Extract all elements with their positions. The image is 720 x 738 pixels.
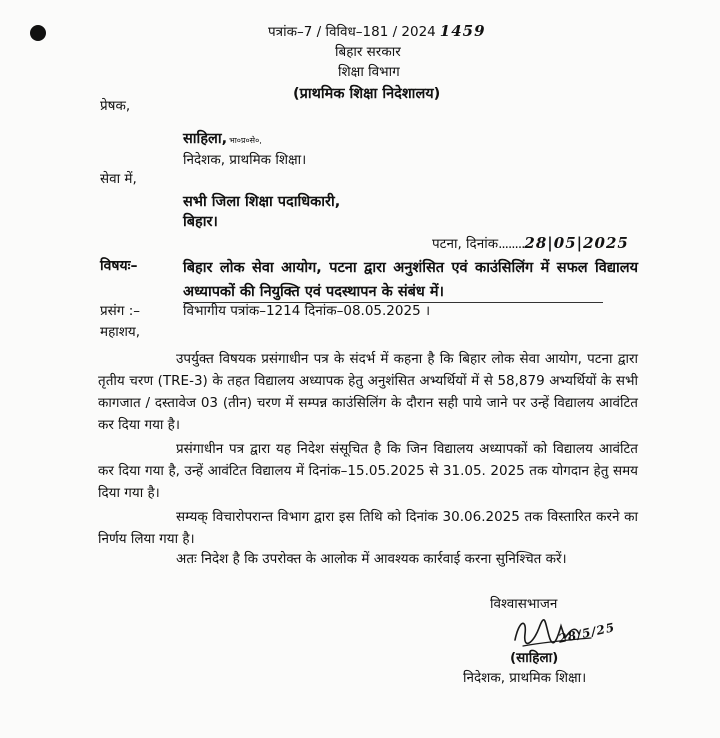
recipient-line-2: बिहार। [183, 214, 218, 230]
reference-text: विभागीय पत्रांक–1214 दिनांक–08.05.2025 । [183, 303, 431, 319]
place-date [432, 234, 629, 252]
place-date-handwritten: 28|05|2025 [524, 234, 629, 252]
recipient-line-1: सभी जिला शिक्षा पदाधिकारी, [183, 194, 341, 210]
reference-label: प्रसंग :– [100, 303, 140, 319]
sender-label: प्रेषक, [100, 98, 131, 114]
directorate-name: (प्राथमिक शिक्षा निदेशालय) [293, 86, 441, 102]
body-paragraph-3 [98, 506, 638, 550]
body-paragraph-1 [98, 348, 638, 436]
sender-designation: निदेशक, प्राथमिक शिक्षा। [183, 152, 307, 168]
signatory-designation: निदेशक, प्राथमिक शिक्षा। [463, 670, 587, 686]
sender-name-suffix: भा०प्र०से०, [229, 136, 262, 145]
body-paragraph-3-text: सम्यक् विचारोपरान्त विभाग द्वारा इस तिथि को दिनांक 30.06.2025 तक विस्तारित करने का निर्णय लिया गया है। [98, 509, 638, 547]
subject-text: बिहार लोक सेवा आयोग, पटना द्वारा अनुशंसित एवं काउंसिलिंग में सफल विद्यालय अध्यापकों की नियुक्ति एवं पदस्थापन के संबंध में। [183, 260, 638, 300]
sender-name-text: साहिला, [183, 131, 228, 147]
signature-handwritten-date: 28/5/25 [557, 620, 617, 646]
recipient-label: सेवा में, [100, 171, 137, 187]
signatory-name: (साहिला) [510, 650, 559, 666]
body-paragraph-4-text: अतः निदेश है कि उपरोक्त के आलोक में आवश्यक कार्रवाई करना सुनिश्चित करें। [176, 551, 567, 567]
body-paragraph-2-text: प्रसंगाधीन पत्र द्वारा यह निदेश संसूचित है कि जिन विद्यालय अध्यापकों को विद्यालय आवंटित कर दिया गया है, उन्हें आवंटित विद्यालय में दिनांक–15.05.2025 से 31.05. 2025 तक योगदान हेतु समय दिया गया है। [98, 441, 638, 501]
sender-name [183, 128, 262, 148]
letter-number-handwritten: 1459 [439, 22, 486, 40]
place-date-dots: ........ [498, 236, 525, 252]
punch-hole-mark [30, 25, 46, 41]
body-paragraph-2 [98, 438, 638, 504]
department-name: शिक्षा विभाग [338, 64, 400, 80]
letter-number [268, 22, 486, 40]
body-paragraph-4 [98, 548, 638, 570]
salutation: महाशय, [100, 324, 141, 340]
letter-number-prefix: पत्रांक–7 / विविध–181 / 2024 [268, 24, 436, 40]
government-name: बिहार सरकार [335, 44, 401, 60]
place-date-prefix: पटना, दिनांक [432, 236, 499, 252]
closing-yours: विश्वासभाजन [490, 596, 558, 612]
subject-label: विषयः– [100, 258, 138, 274]
body-paragraph-1-text: उपर्युक्त विषयक प्रसंगाधीन पत्र के संदर्भ में कहना है कि बिहार लोक सेवा आयोग, पटना द्वारा तृतीय चरण (TRE-3) के तहत विद्यालय अध्यापक हेतु अनुशंसित अभ्यर्थियों में से 58,879 अभ्यर्थियों के सभी कागजात / दस्तावेज 03 (तीन) चरण में सम्पन्न काउंसिलिंग के दौरान सही पाये जाने पर उन्हें विद्यालय आवंटित कर दिया गया है। [98, 351, 638, 433]
